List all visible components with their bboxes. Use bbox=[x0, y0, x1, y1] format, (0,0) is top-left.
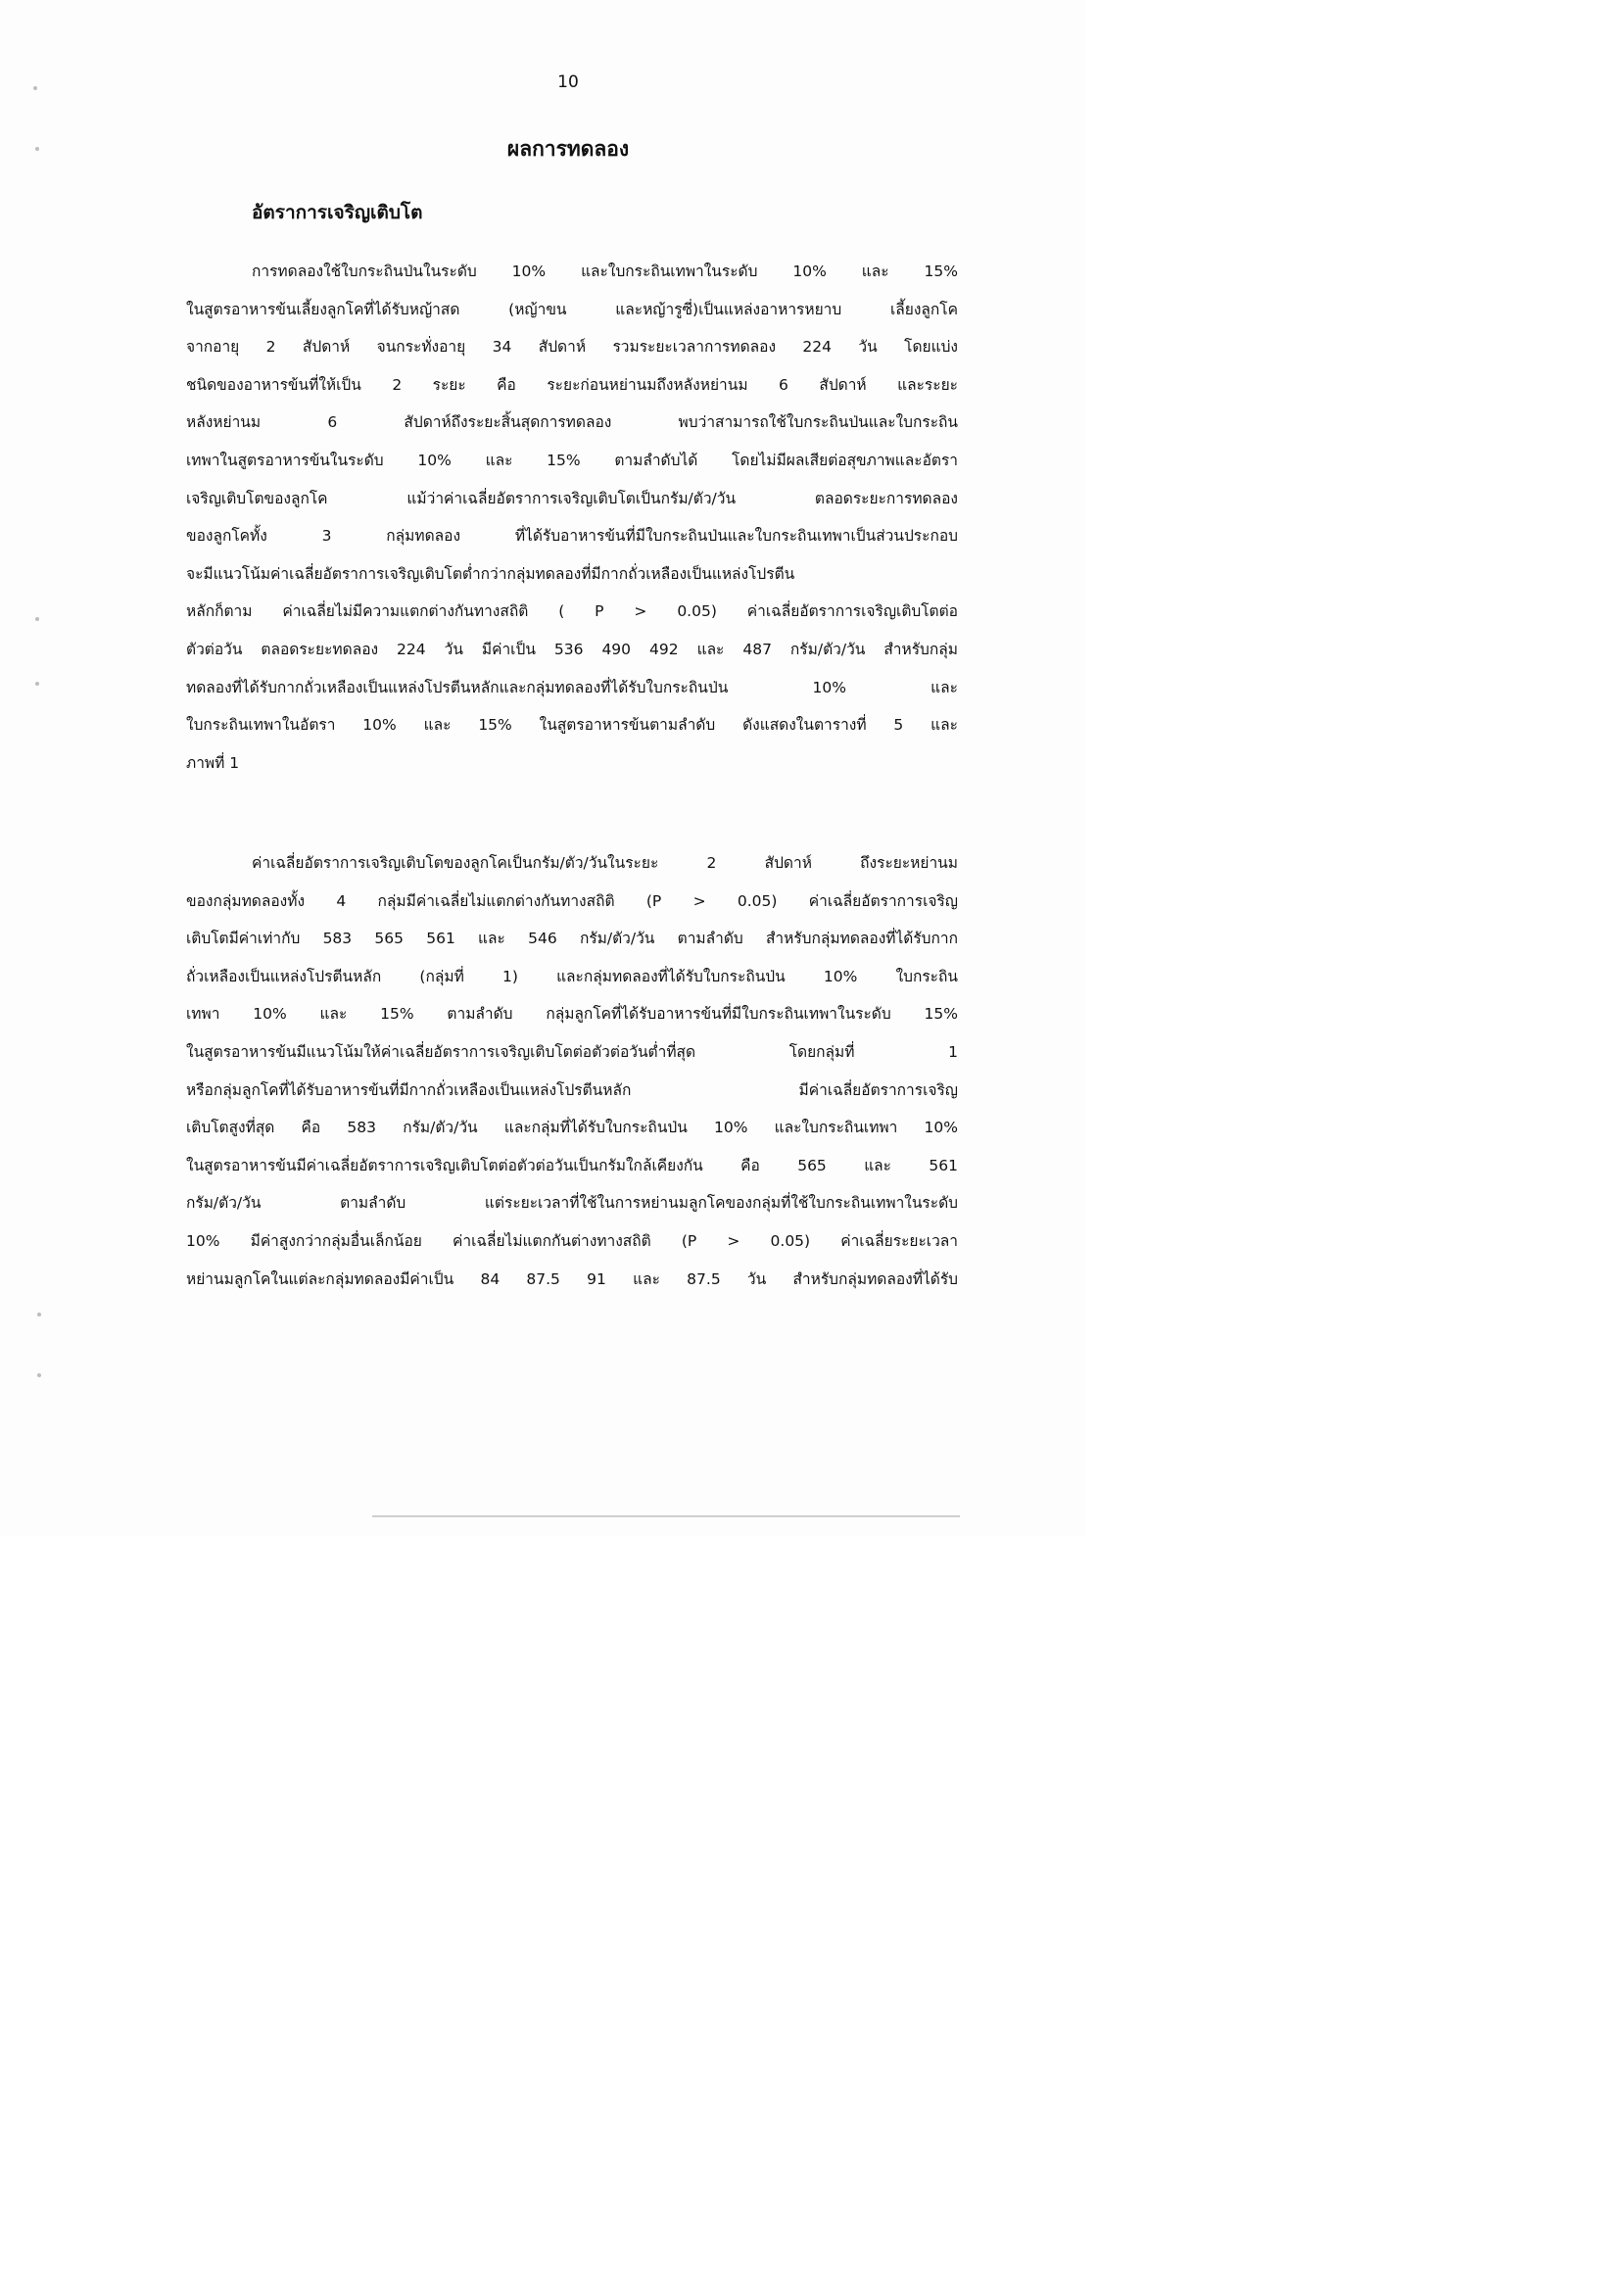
page-number: 10 bbox=[557, 72, 579, 92]
paragraph-line: ใบกระถินเทพาในอัตรา 10% และ 15% ในสูตรอาหารข้นตามลำดับ ดังแสดงในตารางที่ 5 และ bbox=[186, 716, 958, 735]
page-title: ผลการทดลอง bbox=[506, 137, 630, 161]
paragraph-growth-rate-overall bbox=[186, 253, 958, 782]
paragraph-line: เทพาในสูตรอาหารข้นในระดับ 10% และ 15% ตามลำดับได้ โดยไม่มีผลเสียต่อสุขภาพและอัตรา bbox=[186, 451, 958, 469]
paragraph-line: ในสูตรอาหารข้นมีแนวโน้มให้ค่าเฉลี่ยอัตราการเจริญเติบโตต่อตัวต่อวันต่ำที่สุด โดยกลุ่มที่ 1 bbox=[186, 1042, 958, 1061]
paragraph-growth-rate-weaning bbox=[186, 844, 958, 1298]
section-heading: อัตราการเจริญเติบโต bbox=[252, 202, 423, 223]
paragraph-line: 10% มีค่าสูงกว่ากลุ่มอื่นเล็กน้อย ค่าเฉลี่ยไม่แตกกันต่างทางสถิติ (P > 0.05) ค่าเฉลี่ยระยะเวลา bbox=[186, 1231, 958, 1250]
paragraph-line: เติบโตสูงที่สุด คือ 583 กรัม/ตัว/วัน และกลุ่มที่ได้รับใบกระถินป่น 10% และใบกระถินเทพา 10% bbox=[186, 1119, 958, 1137]
paragraph-line: ของลูกโคทั้ง 3 กลุ่มทดลอง ที่ได้รับอาหารข้นที่มีใบกระถินป่นและใบกระถินเทพาเป็นส่วนประกอบ bbox=[186, 527, 958, 546]
paragraph-line: ชนิดของอาหารข้นที่ให้เป็น 2 ระยะ คือ ระยะก่อนหย่านมถึงหลังหย่านม 6 สัปดาห์ และระยะ bbox=[186, 375, 958, 394]
paragraph-line: การทดลองใช้ใบกระถินป่นในระดับ 10% และใบกระถินเทพาในระดับ 10% และ 15% bbox=[252, 263, 958, 280]
paragraph-line: ในสูตรอาหารข้นมีค่าเฉลี่ยอัตราการเจริญเติบโตต่อตัวต่อวันเป็นกรัมใกล้เคียงกัน คือ 565 และ 561 bbox=[186, 1156, 958, 1174]
paragraph-line: หย่านมลูกโคในแต่ละกลุ่มทดลองมีค่าเป็น 84 87.5 91 และ 87.5 วัน สำหรับกลุ่มทดลองที่ได้รับ bbox=[186, 1269, 958, 1288]
paragraph-line: จะมีแนวโน้มค่าเฉลี่ยอัตราการเจริญเติบโตต่ำกว่ากลุ่มทดลองที่มีกากถั่วเหลืองเป็นแหล่งโปรตีน bbox=[186, 564, 795, 583]
paragraph-line: ตัวต่อวัน ตลอดระยะทดลอง 224 วัน มีค่าเป็น 536 490 492 และ 487 กรัม/ตัว/วัน สำหรับกลุ่ม bbox=[186, 640, 958, 658]
paragraph-line: ถั่วเหลืองเป็นแหล่งโปรตีนหลัก (กลุ่มที่ 1) และกลุ่มทดลองที่ได้รับใบกระถินป่น 10% ใบกระถิน bbox=[186, 967, 958, 985]
paragraph-line: หลักก็ตาม ค่าเฉลี่ยไม่มีความแตกต่างกันทางสถิติ ( P > 0.05) ค่าเฉลี่ยอัตราการเจริญเติบโตต่อ bbox=[186, 602, 958, 621]
scan-speck bbox=[35, 147, 39, 151]
paragraph-line: หลังหย่านม 6 สัปดาห์ถึงระยะสิ้นสุดการทดลอง พบว่าสามารถใช้ใบกระถินป่นและใบกระถิน bbox=[186, 413, 958, 432]
paragraph-line: เจริญเติบโตของลูกโค แม้ว่าค่าเฉลี่ยอัตราการเจริญเติบโตเป็นกรัม/ตัว/วัน ตลอดระยะการทดลอง bbox=[186, 489, 958, 507]
paragraph-line: ภาพที่ 1 bbox=[186, 753, 240, 772]
paragraph-line: ทดลองที่ได้รับกากถั่วเหลืองเป็นแหล่งโปรตีนหลักและกลุ่มทดลองที่ได้รับใบกระถินป่น 10% และ bbox=[186, 678, 958, 696]
page-bottom-rule bbox=[372, 1515, 960, 1517]
scan-speck bbox=[37, 1313, 41, 1316]
paragraph-line: ในสูตรอาหารข้นเลี้ยงลูกโคที่ได้รับหญ้าสด (หญ้าขน และหญ้ารูซี่)เป็นแหล่งอาหารหยาบ เลี้ยงลูกโค bbox=[186, 300, 958, 318]
scan-speck bbox=[33, 86, 37, 90]
paragraph-line: หรือกลุ่มลูกโคที่ได้รับอาหารข้นที่มีกากถั่วเหลืองเป็นแหล่งโปรตีนหลัก มีค่าเฉลี่ยอัตราการเจริญ bbox=[186, 1080, 958, 1099]
document-page bbox=[0, 0, 1085, 1536]
scan-speck bbox=[35, 617, 39, 621]
paragraph-line: เติบโตมีค่าเท่ากับ 583 565 561 และ 546 กรัม/ตัว/วัน ตามลำดับ สำหรับกลุ่มทดลองที่ได้รับกาก bbox=[186, 930, 958, 948]
paragraph-line: ค่าเฉลี่ยอัตราการเจริญเติบโตของลูกโคเป็นกรัม/ตัว/วันในระยะ 2 สัปดาห์ ถึงระยะหย่านม bbox=[252, 854, 958, 872]
scan-speck bbox=[35, 682, 39, 686]
paragraph-line: เทพา 10% และ 15% ตามลำดับ กลุ่มลูกโคที่ได้รับอาหารข้นที่มีใบกระถินเทพาในระดับ 15% bbox=[186, 1005, 958, 1024]
paragraph-line: ของกลุ่มทดลองทั้ง 4 กลุ่มมีค่าเฉลี่ยไม่แตกต่างกันทางสถิติ (P > 0.05) ค่าเฉลี่ยอัตราการเจริญ bbox=[186, 891, 958, 910]
scan-speck bbox=[37, 1373, 41, 1377]
paragraph-line: กรัม/ตัว/วัน ตามลำดับ แต่ระยะเวลาที่ใช้ในการหย่านมลูกโคของกลุ่มที่ใช้ใบกระถินเทพาในระดับ bbox=[186, 1194, 958, 1213]
paragraph-line: จากอายุ 2 สัปดาห์ จนกระทั่งอายุ 34 สัปดาห์ รวมระยะเวลาการทดลอง 224 วัน โดยแบ่ง bbox=[186, 338, 958, 357]
